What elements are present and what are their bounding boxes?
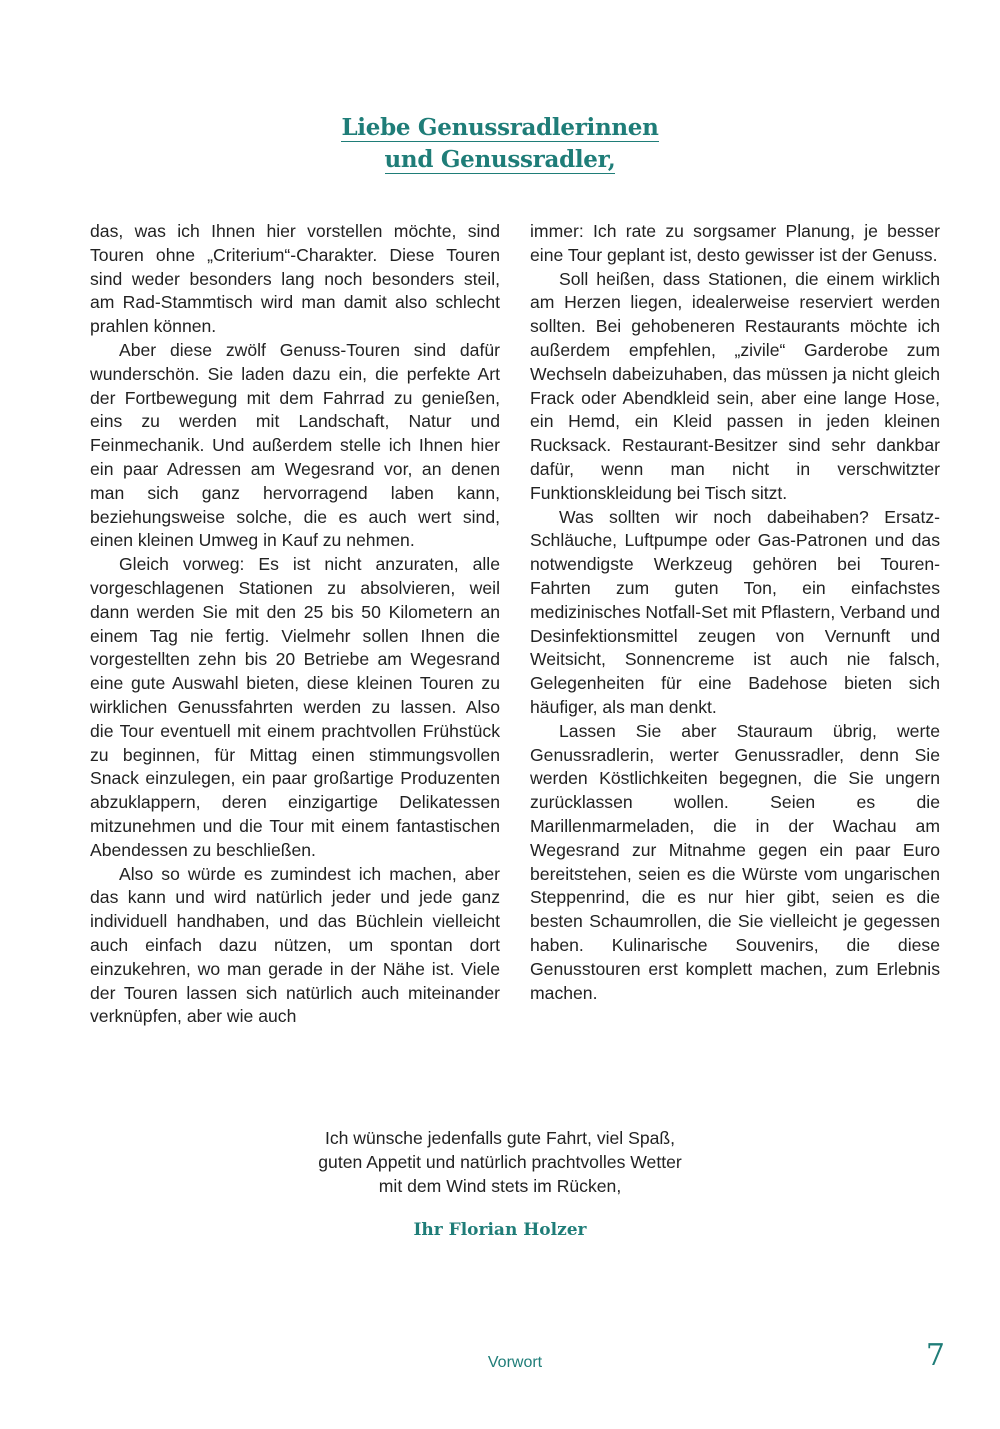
signature: Ihr Florian Holzer	[413, 1220, 587, 1240]
paragraph: Aber diese zwölf Genuss-Touren sind dafür wunderschön. Sie laden dazu ein, die perfekte Art der Fortbewegung mit dem Fahrrad zu genießen, eins zu werden mit Landschaft, Natur und Feinmechanik. Und außerdem stelle ich Ihnen hier ein paar Adressen am Wegesrand vor, an denen man sich ganz hervorragend laben kann, beziehungsweise solche, die es auch wert sind, einen kleinen Umweg in Kauf zu nehmen.	[90, 339, 500, 551]
paragraph: Also so würde es zumindest ich machen, aber das kann und wird natürlich jeder und jede ganz individuell handhaben, und das Büchlein vielleicht auch einfach dazu nützen, um spontan dort einzukehren, wo man gerade in der Nähe ist. Viele der Touren lassen sich natürlich auch miteinander verknüpfen, aber wie auch	[90, 863, 500, 1027]
left-column	[90, 220, 500, 1029]
page-number: 7	[925, 1338, 945, 1373]
paragraph: immer: Ich rate zu sorgsamer Planung, je besser eine Tour geplant ist, desto gewisser ist der Genuss.	[530, 221, 940, 265]
right-column	[530, 220, 940, 1005]
paragraph: Soll heißen, dass Stationen, die einem wirklich am Herzen liegen, idealerweise reserviert werden sollten. Bei gehobeneren Restaurants möchte ich außerdem empfehlen, „zivile“ Garderobe zum Wechseln dabeizuhaben, das müssen ja nicht gleich Frack oder Abendkleid sein, aber eine lange Hose, ein Hemd, ein Kleid passen in jeden kleinen Rucksack. Restaurant-Besitzer sind sehr dankbar dafür, wenn man nicht in verschwitzter Funktionskleidung bei Tisch sitzt.	[530, 268, 940, 503]
paragraph: Gleich vorweg: Es ist nicht anzuraten, alle vorgeschlagenen Stationen zu absolvieren, weil dann werden Sie mit den 25 bis 50 Kilometern an einem Tag nie fertig. Vielmehr sollen Ihnen die vorgestellten zehn bis 20 Betriebe am Wegesrand eine gute Auswahl bieten, diese kleinen Touren zu wirklichen Genussfahrten werden zu lassen. Also die Tour eventuell mit einem prachtvollen Frühstück zu beginnen, für Mittag einen stimmungsvollen Snack einzulegen, ein paar großartige Produzenten abzuklappern, deren einzigartige Delikatessen mitzunehmen und die Tour mit einem fantastischen Abendessen zu beschließen.	[90, 554, 500, 860]
paragraph: das, was ich Ihnen hier vorstellen möchte, sind Touren ohne „Criterium“-Charakter. Diese Touren sind weder besonders lang noch besonders steil, am Rad-Stammtisch wird man damit also schlecht prahlen können.	[90, 221, 500, 337]
closing-line-2: guten Appetit und natürlich prachtvolles Wetter	[318, 1151, 682, 1172]
title-line-1: Liebe Genussradlerinnen	[341, 114, 659, 141]
closing-line-1: Ich wünsche jedenfalls gute Fahrt, viel Spaß,	[324, 1128, 676, 1148]
closing-text	[0, 1127, 1000, 1198]
page-title	[0, 112, 1000, 176]
footer-section-label: Vorwort	[487, 1354, 543, 1371]
title-line-2: und Genussradler,	[384, 146, 616, 173]
paragraph: Was sollten wir noch dabeihaben? Ersatz-Schläuche, Luftpumpe oder Gas-Patronen und das notwendigste Werkzeug gehören bei Touren-Fahrten zum guten Ton, ein einfachstes medizinisches Notfall-Set mit Pflastern, Verband und Desinfektionsmittel zeugen von Vernunft und Weitsicht, Sonnencreme ist auch nie falsch, Gelegenheiten für eine Badehose bieten sich häufiger, als man denkt.	[530, 506, 940, 717]
closing-line-3: mit dem Wind stets im Rücken,	[378, 1175, 622, 1196]
paragraph: Lassen Sie aber Stauraum übrig, werte Genussradlerin, werter Genussradler, denn Sie werden Köstlichkeiten begegnen, die Sie ungern zurücklassen wollen. Seien es die Marillenmarmeladen, die in der Wachau am Wegesrand zur Mitnahme gegen ein paar Euro bereitstehen, seien es die Würste vom ungarischen Steppenrind, die es nur hier gibt, seien es die besten Schaumrollen, die Sie vielleicht je gegessen haben. Kulinarische Souvenirs, die diese Genusstouren erst komplett machen, zum Erlebnis machen.	[530, 720, 940, 1003]
